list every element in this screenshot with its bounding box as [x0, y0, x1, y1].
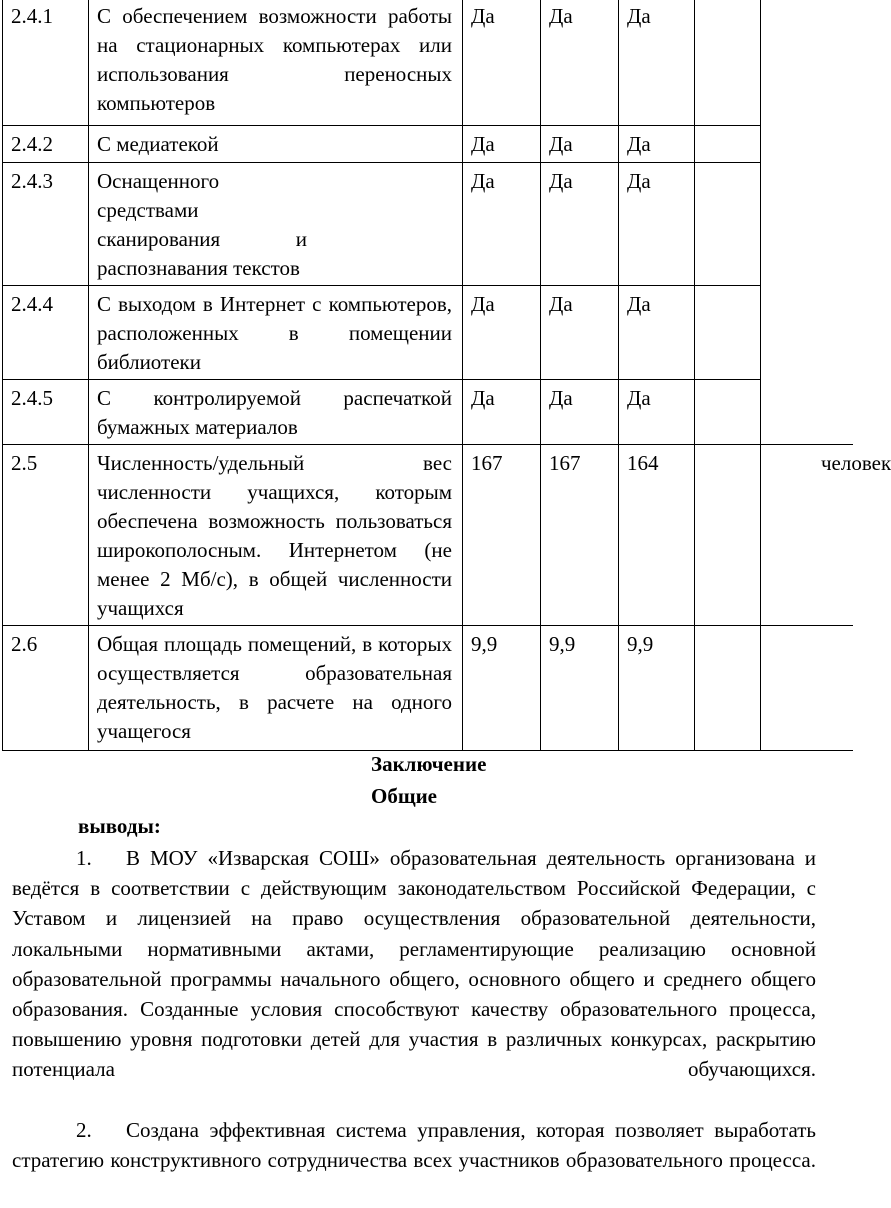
- table-row: [3, 445, 853, 626]
- row-value-2: Да: [541, 0, 619, 126]
- row-value-1: Да: [463, 286, 541, 380]
- row-value-3: Да: [619, 163, 695, 286]
- row-number: 2.4.2: [3, 126, 89, 163]
- paragraph-1: [12, 843, 816, 1085]
- row-value-2: Да: [541, 380, 619, 445]
- row-value-3: Да: [619, 286, 695, 380]
- empty-cell: [695, 0, 761, 126]
- indicators-table: [2, 0, 891, 751]
- paragraph-number: 2.: [76, 1118, 92, 1142]
- row-description: Численность/удельный вес численности учащихся, которым обеспечена возможность пользоваться широкополосным. Интернетом (не менее 2 Мб/с), в общей численности учащихся: [89, 445, 463, 626]
- row-value-2: Да: [541, 286, 619, 380]
- row-value-1: Да: [463, 163, 541, 286]
- row-description: С медиатекой: [89, 126, 463, 163]
- row-value-2: Да: [541, 126, 619, 163]
- section-subtitle-continued: выводы:: [78, 814, 161, 838]
- row-description-part: Оснащенного средствами сканирования и: [97, 169, 307, 251]
- table-row: [3, 126, 853, 163]
- table-row: [3, 0, 853, 126]
- empty-cell: [695, 445, 761, 626]
- row-number: 2.5: [3, 445, 89, 626]
- row-number: 2.4.1: [3, 0, 89, 126]
- row-value-3: Да: [619, 0, 695, 126]
- paragraph-2: [12, 1115, 816, 1175]
- table-row: [3, 626, 853, 751]
- row-value-3: Да: [619, 126, 695, 163]
- table-row: [3, 380, 853, 445]
- row-value-1: 9,9: [463, 626, 541, 751]
- table-row: [3, 163, 853, 286]
- row-unit: человек: [761, 445, 853, 626]
- paragraph-number: 1.: [76, 846, 92, 870]
- row-value-1: Да: [463, 126, 541, 163]
- section-subtitle: Общие: [371, 784, 437, 808]
- empty-cell: [695, 163, 761, 286]
- row-description: С контролируемой распечаткой бумажных материалов: [89, 380, 463, 445]
- empty-cell: [695, 626, 761, 751]
- empty-cell: [761, 626, 853, 751]
- paragraph-text: Создана эффективная система управления, которая позволяет выработать стратегию конструктивного сотрудничества всех участников образовательного процесса.: [12, 1118, 816, 1173]
- table-row: [3, 286, 853, 380]
- row-value-2: 9,9: [541, 626, 619, 751]
- row-description-part: распознавания текстов: [97, 256, 300, 280]
- row-number: 2.6: [3, 626, 89, 751]
- row-description: С обеспечением возможности работы на стационарных компьютерах или использования переносных компьютеров: [89, 0, 463, 126]
- row-description: [89, 163, 463, 286]
- row-value-1: 167: [463, 445, 541, 626]
- row-value-1: Да: [463, 380, 541, 445]
- row-value-1: Да: [463, 0, 541, 126]
- empty-cell: [695, 126, 761, 163]
- empty-cell: [695, 380, 761, 445]
- row-description: Общая площадь помещений, в которых осуществляется образовательная деятельность, в расчете на одного учащегося: [89, 626, 463, 751]
- row-number: 2.4.5: [3, 380, 89, 445]
- empty-cell: [695, 286, 761, 380]
- row-number: 2.4.3: [3, 163, 89, 286]
- row-value-2: Да: [541, 163, 619, 286]
- empty-cell: [761, 0, 853, 445]
- row-value-3: Да: [619, 380, 695, 445]
- row-description: С выходом в Интернет с компьютеров, расположенных в помещении библиотеки: [89, 286, 463, 380]
- section-title: Заключение: [371, 752, 487, 776]
- row-value-3: 164: [619, 445, 695, 626]
- row-value-3: 9,9: [619, 626, 695, 751]
- row-number: 2.4.4: [3, 286, 89, 380]
- paragraph-text: В МОУ «Изварская СОШ» образовательная деятельность организована и ведётся в соответствии с действующим законодательством Российской Федерации, с Уставом и лицензией на право осуществления образовательной деятельности, локальными нормативными актами, регламентирующие реализацию основной образовательной программы начального общего, основного общего и среднего общего образования. Созданные условия способствуют качеству образовательного процесса, повышению уровня подготовки детей для участия в различных конкурсах, раскрытию потенциала обучающихся.: [12, 846, 816, 1082]
- row-value-2: 167: [541, 445, 619, 626]
